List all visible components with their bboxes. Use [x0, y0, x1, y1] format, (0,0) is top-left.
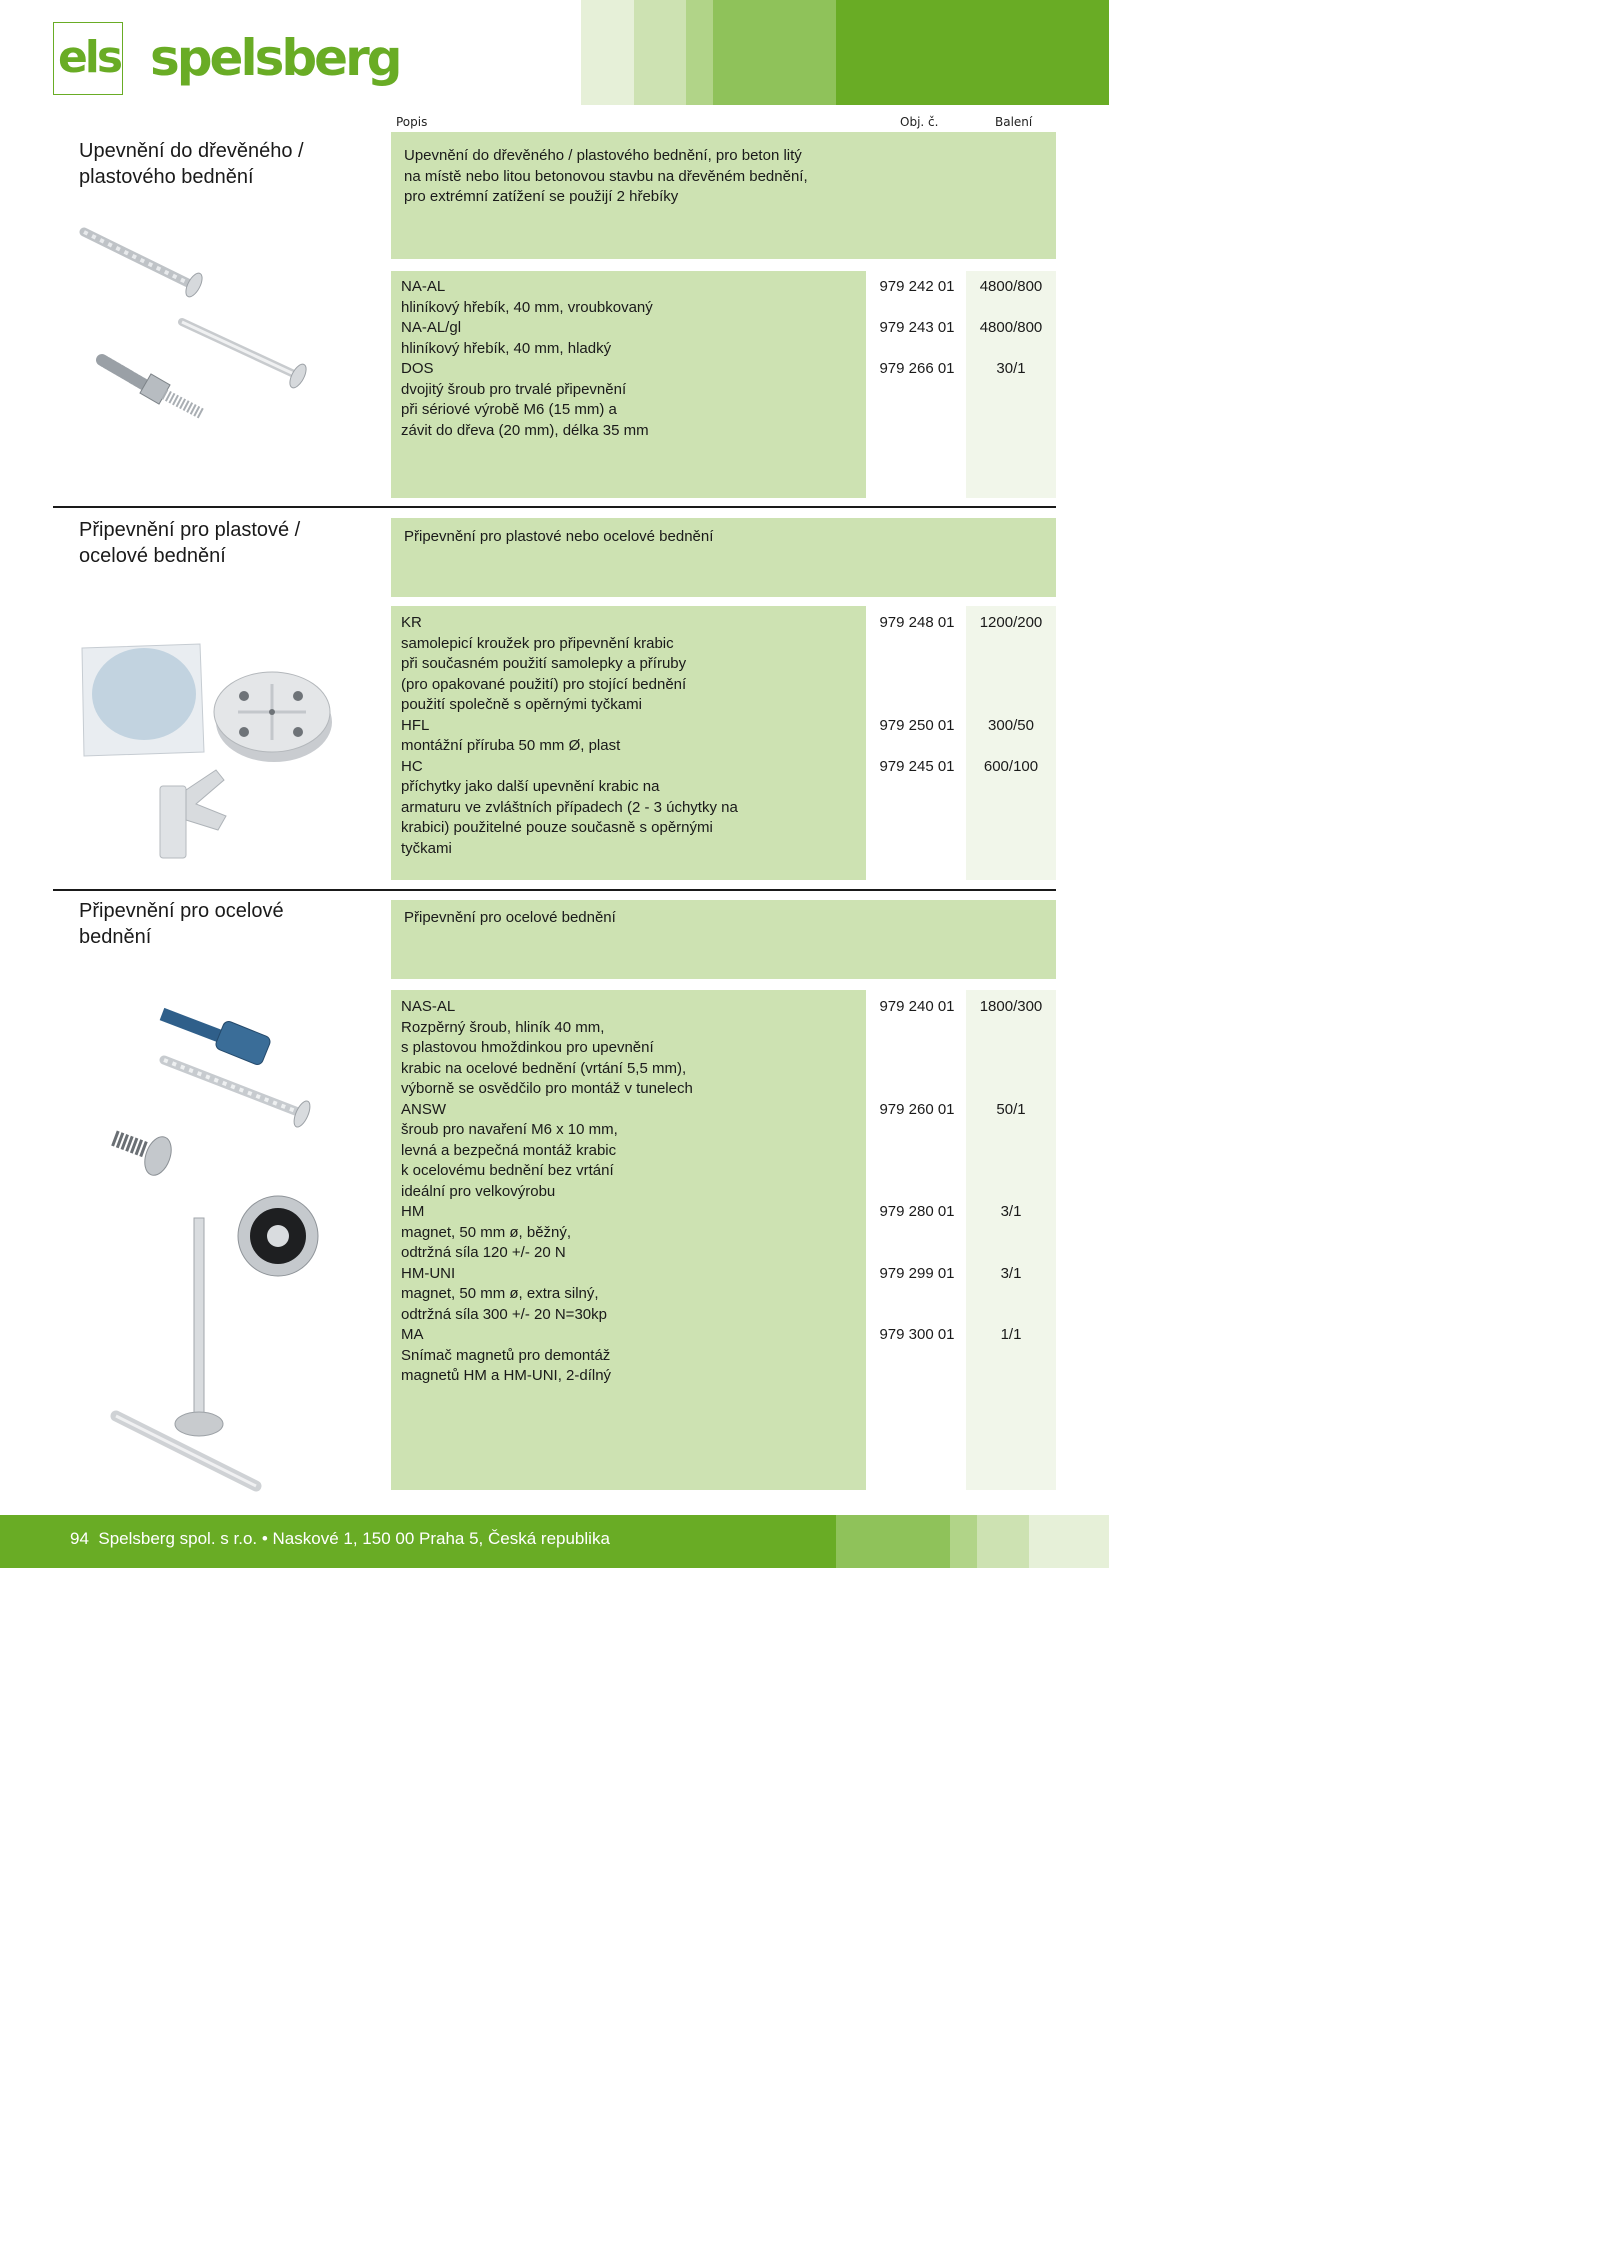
mounting-flange-image	[214, 672, 332, 762]
product-line: při sériové výrobě M6 (15 mm) a	[401, 401, 617, 418]
product-line: dvojitý šroub pro trvalé připevnění	[401, 380, 627, 398]
product-line: samolepicí kroužek pro připevnění krabic	[401, 634, 674, 652]
product-line: HM-UNI	[401, 1264, 456, 1282]
section-divider	[53, 506, 1056, 508]
product-line: magnetů HM a HM-UNI, 2-dílný	[401, 1367, 612, 1384]
packaging-qty: 3/1	[1000, 1203, 1022, 1220]
section-1-product-images	[78, 222, 318, 422]
order-number: 979 299 01	[879, 1265, 955, 1282]
product-line: odtržná síla 300 +/- 20 N=30kp	[401, 1305, 607, 1323]
section-title	[79, 138, 359, 190]
order-number: 979 242 01	[879, 278, 955, 295]
order-number: 979 280 01	[879, 1203, 955, 1220]
packaging-qty: 1200/200	[979, 614, 1043, 631]
section-divider	[53, 889, 1056, 891]
description-line: pro extrémní zatížení se použijí 2 hřebíky	[404, 188, 679, 205]
footer-band-2	[836, 1515, 950, 1568]
section-2-product-images	[78, 640, 348, 862]
order-number: 979 260 01	[879, 1101, 955, 1118]
product-line: příchytky jako další upevnění krabic na	[401, 778, 660, 795]
section-description	[404, 527, 713, 548]
product-line: ideální pro velkovýrobu	[401, 1182, 556, 1200]
logo-wordmark: spelsberg	[150, 29, 400, 87]
section-3-product-images	[100, 1000, 330, 1500]
packaging-qty: 30/1	[996, 360, 1026, 377]
section-description	[404, 146, 808, 208]
footer-band-5	[1029, 1515, 1109, 1568]
clip-image	[160, 770, 226, 858]
product-line: tyčkami	[401, 839, 452, 857]
packaging-column	[966, 606, 1056, 880]
product-line: závit do dřeva (20 mm), délka 35 mm	[401, 421, 649, 439]
description-line: na místě nebo litou betonovou stavbu na dřevěném bednění,	[404, 167, 808, 185]
nail-grooved-image	[84, 232, 205, 299]
header-stripe-4	[713, 0, 836, 105]
footer-band-3	[950, 1515, 977, 1568]
description-line: Upevnění do dřevěného / plastového bednění, pro beton litý	[404, 147, 802, 164]
product-line: MA	[401, 1326, 424, 1343]
product-line: NA-AL/gl	[401, 319, 462, 336]
footer-address: Spelsberg spol. s r.o. • Naskové 1, 150 00 Praha 5, Česká republika	[98, 1529, 610, 1548]
section-title-line: Připevnění pro ocelové	[79, 900, 284, 922]
header-stripe-2	[634, 0, 686, 105]
product-line: ANSW	[401, 1100, 446, 1118]
footer-text	[70, 1529, 610, 1549]
product-line: výborně se osvědčilo pro montáž v tunelech	[401, 1080, 693, 1097]
product-line: montážní příruba 50 mm Ø, plast	[401, 737, 621, 754]
product-line: odtržná síla 120 +/- 20 N	[401, 1244, 566, 1261]
product-line: hliníkový hřebík, 40 mm, hladký	[401, 339, 612, 357]
section-title	[79, 517, 359, 569]
packaging-qty: 300/50	[988, 717, 1034, 734]
column-header-obj: Obj. č.	[900, 115, 939, 129]
product-line: Rozpěrný šroub, hliník 40 mm,	[401, 1018, 605, 1036]
packaging-qty: 4800/800	[979, 278, 1043, 295]
order-number: 979 300 01	[879, 1326, 955, 1343]
product-line: krabici) použitelné pouze současně s opěrnými	[401, 819, 713, 836]
nail-smooth-image	[182, 322, 309, 390]
product-line: HFL	[401, 716, 430, 734]
section-title-line: bednění	[79, 926, 152, 948]
product-line: krabic na ocelové bednění (vrtání 5,5 mm),	[401, 1059, 687, 1077]
packaging-column	[966, 271, 1056, 498]
section-description	[404, 908, 616, 929]
packaging-column	[966, 990, 1056, 1490]
section-title-line: Upevnění do dřevěného /	[79, 140, 304, 162]
order-number: 979 250 01	[879, 717, 955, 734]
order-number: 979 243 01	[879, 319, 955, 336]
magnet-remover-image	[116, 1218, 256, 1486]
header-stripe-1	[581, 0, 634, 105]
order-number: 979 245 01	[879, 758, 955, 775]
product-line: při současném použití samolepky a příruby	[401, 655, 687, 672]
double-screw-image	[102, 360, 202, 414]
page-number: 94	[70, 1529, 89, 1548]
product-line: NAS-AL	[401, 998, 456, 1015]
packaging-qty: 3/1	[1000, 1265, 1022, 1282]
product-line: DOS	[401, 360, 434, 377]
packaging-qty: 1/1	[1000, 1326, 1022, 1343]
product-line: NA-AL	[401, 278, 446, 295]
packaging-qty: 600/100	[983, 758, 1039, 775]
section-title-line: plastového bednění	[79, 166, 254, 188]
order-number: 979 266 01	[879, 360, 955, 377]
header-stripe-3	[686, 0, 713, 105]
product-line: použití společně s opěrnými tyčkami	[401, 696, 642, 713]
header-stripe-5	[836, 0, 1109, 105]
product-line: magnet, 50 mm ø, extra silný,	[401, 1285, 599, 1302]
product-lines	[401, 997, 693, 1387]
footer-band-4	[977, 1515, 1029, 1568]
product-line: šroub pro navaření M6 x 10 mm,	[401, 1121, 618, 1138]
packaging-qty: 4800/800	[979, 319, 1043, 336]
product-lines	[401, 613, 738, 859]
product-line: HM	[401, 1203, 425, 1220]
product-line: (pro opakované použití) pro stojící bednění	[401, 675, 687, 693]
packaging-qty: 1800/300	[979, 998, 1043, 1015]
weld-screw-image	[114, 1133, 176, 1179]
adhesive-ring-image	[82, 644, 204, 756]
product-line: HC	[401, 757, 423, 775]
packaging-qty: 50/1	[996, 1101, 1026, 1118]
section-title	[79, 898, 359, 950]
product-line: KR	[401, 614, 422, 631]
column-header-popis: Popis	[396, 115, 428, 129]
section-title-line: Připevnění pro plastové /	[79, 519, 301, 541]
product-line: magnet, 50 mm ø, běžný,	[401, 1223, 572, 1241]
product-line: k ocelovému bednění bez vrtání	[401, 1162, 614, 1179]
description-line: Připevnění pro plastové nebo ocelové bednění	[404, 528, 714, 545]
description-line: Připevnění pro ocelové bednění	[404, 909, 616, 926]
product-line: Snímač magnetů pro demontáž	[401, 1346, 611, 1364]
magnet-image	[238, 1196, 318, 1276]
order-number: 979 248 01	[879, 614, 955, 631]
logo-els: els	[57, 32, 121, 83]
product-line: s plastovou hmoždinkou pro upevnění	[401, 1039, 654, 1056]
product-lines	[401, 277, 653, 441]
product-line: hliníkový hřebík, 40 mm, vroubkovaný	[401, 298, 653, 316]
product-line: armaturu ve zvláštních případech (2 - 3 úchytky na	[401, 798, 738, 816]
expansion-screw-image	[162, 1014, 313, 1129]
order-number: 979 240 01	[879, 998, 955, 1015]
column-header-baleni: Balení	[995, 115, 1033, 129]
section-title-line: ocelové bednění	[79, 545, 226, 567]
product-line: levná a bezpečná montáž krabic	[401, 1141, 617, 1159]
